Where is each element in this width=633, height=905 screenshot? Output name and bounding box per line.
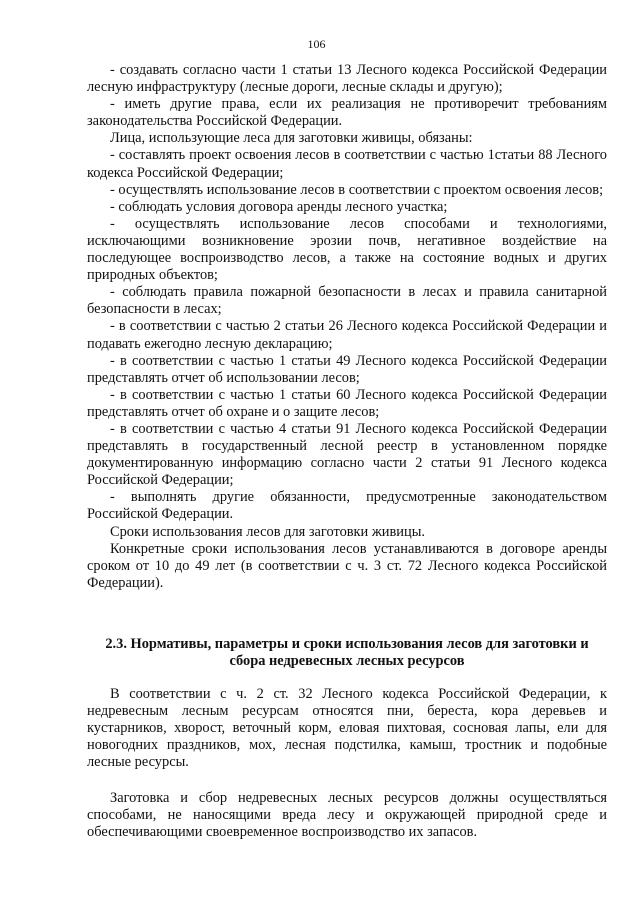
paragraph: Лица, использующие леса для заготовки живицы, обязаны: xyxy=(110,130,473,147)
paragraph: - соблюдать условия договора аренды лесного участка; xyxy=(110,198,448,215)
paragraph: Конкретные сроки использования лесов устанавливаются в договоре аренды сроком от 10 до 49 лет (в соответствии с ч. 3 ст. 72 Лесного кодекса Российской Федерации). xyxy=(87,540,607,591)
section-heading-line: сбора недревесных лесных ресурсов xyxy=(229,653,465,670)
section-paragraph xyxy=(87,686,607,771)
paragraph: Заготовка и сбор недревесных лесных ресурсов должны осуществляться способами, не наносящими вреда лесу и окружающей природной среде и обеспечивающими своевременное воспроизводство их запасов. xyxy=(87,790,607,841)
body-text-top xyxy=(87,62,607,592)
paragraph: - в соответствии с частью 1 статьи 49 Лесного кодекса Российской Федерации представлять отчет об использовании лесов; xyxy=(87,352,607,386)
section-heading xyxy=(87,636,607,670)
paragraph: В соответствии с ч. 2 ст. 32 Лесного кодекса Российской Федерации, к недревесным лесным ресурсам относятся пни, береста, кора деревьев и кустарников, хворост, веточный корм, еловая пихтовая, сосновая лапы, ели для новогодних праздников, мох, лесная подстилка, камыш, тростник и подобные лесные ресурсы. xyxy=(87,686,607,771)
paragraph: - соблюдать правила пожарной безопасности в лесах и правила санитарной безопасности в лесах; xyxy=(87,284,607,318)
section-paragraph xyxy=(87,790,607,841)
paragraph: - в соответствии с частью 2 статьи 26 Лесного кодекса Российской Федерации и подавать ежегодно лесную декларацию; xyxy=(87,318,607,352)
paragraph: - осуществлять использование лесов в соответствии с проектом освоения лесов; xyxy=(110,181,604,198)
paragraph: - в соответствии с частью 4 статьи 91 Лесного кодекса Российской Федерации представлять в государственный лесной реестр в установленном порядке документированную информацию согласно части 2 статьи 91 Лесного кодекса Российской Федерации; xyxy=(87,420,607,489)
paragraph: - выполнять другие обязанности, предусмотренные законодательством Российской Федерации. xyxy=(87,489,607,523)
paragraph: - создавать согласно части 1 статьи 13 Лесного кодекса Российской Федерации лесную инфраструктуру (лесные дороги, лесные склады и другую); xyxy=(87,62,607,96)
paragraph: - в соответствии с частью 1 статьи 60 Лесного кодекса Российской Федерации представлять отчет об охране и о защите лесов; xyxy=(87,386,607,420)
paragraph: - осуществлять использование лесов способами и технологиями, исключающими возникновение эрозии почв, негативное воздействие на последующее воспроизводство лесов, а также на состояние водных и других природных объектов; xyxy=(87,215,607,284)
paragraph: Сроки использования лесов для заготовки живицы. xyxy=(110,523,425,540)
section-heading-line: 2.3. Нормативы, параметры и сроки использования лесов для заготовки и xyxy=(105,636,589,652)
paragraph: - составлять проект освоения лесов в соответствии с частью 1статьи 88 Лесного кодекса Российской Федерации; xyxy=(87,147,607,181)
page-number: 106 xyxy=(307,37,326,51)
paragraph: - иметь другие права, если их реализация не противоречит требованиям законодательства Российской Федерации. xyxy=(87,96,607,130)
